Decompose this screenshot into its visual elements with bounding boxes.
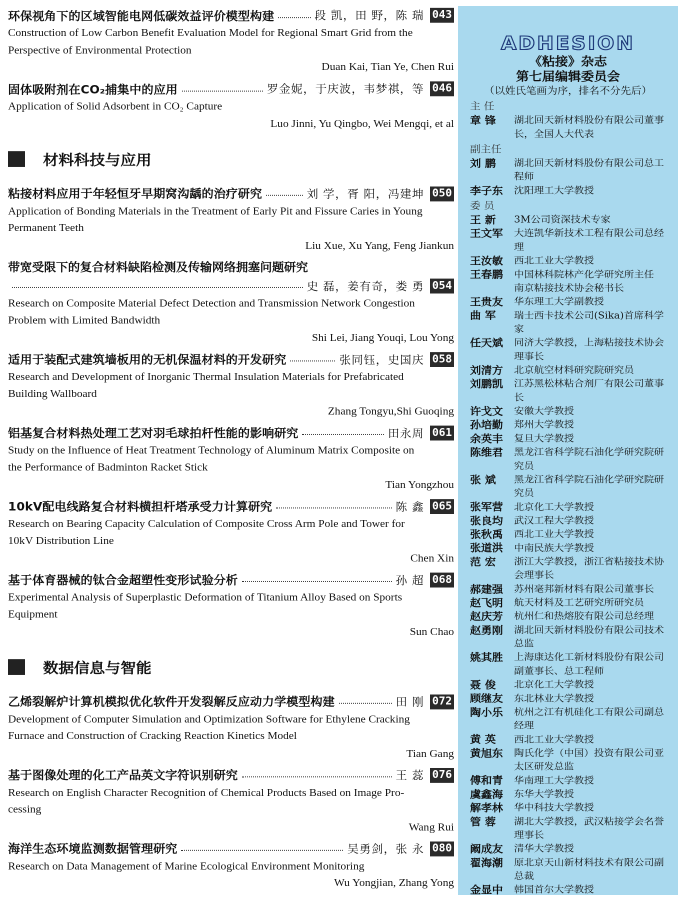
order-note: （以姓氏笔画为序，排名不分先后） — [484, 85, 652, 97]
member-name: 张军营 — [470, 501, 503, 514]
entry-title-row — [8, 839, 454, 858]
member-affiliation: 华中科技大学教授 — [514, 803, 594, 814]
leader-dots — [302, 434, 383, 435]
leader-dots — [181, 850, 343, 851]
board-member — [458, 114, 678, 141]
entry-en-authors: Zhang Tongyu,Shi Guoqing — [327, 405, 454, 417]
member-affiliation: 安徽大学教授 — [514, 406, 574, 417]
entry-cn-title[interactable]: 固体吸附剂在CO₂捕集中的应用 — [8, 82, 178, 96]
member-affiliation: 原北京天山新材料技术有限公司副总裁 — [514, 858, 664, 882]
toc-entry — [8, 80, 454, 133]
entry-en-title: Furnace and Construction of Cracking Reaction Kinetics Model — [8, 730, 297, 742]
member-affiliation: 韩国首尔大学教授 — [514, 885, 594, 895]
member-name: 范 宏 — [470, 556, 496, 569]
toc-entry — [8, 570, 454, 640]
member-name: 赵飞明 — [470, 597, 503, 610]
editorial-board-panel — [458, 6, 678, 895]
entry-en-title: Equipment — [8, 608, 58, 621]
member-affiliation: 沈阳理工大学教授 — [514, 186, 594, 197]
member-name: 翟海潮 — [470, 857, 503, 870]
entry-cn-title[interactable]: 基于图像处理的化工产品英文字符识别研究 — [8, 768, 238, 782]
toc-entry — [8, 839, 454, 892]
board-member — [458, 747, 678, 774]
member-affiliation: 杭州之江有机硅化工有限公司副总经理 — [514, 707, 664, 732]
board-member — [458, 254, 678, 268]
board-member — [458, 268, 678, 295]
entry-title-row — [8, 350, 454, 369]
member-affiliation: 大连凯华新技术工程有限公司总经理 — [514, 228, 664, 253]
member-name: 曲 军 — [470, 310, 496, 322]
member-name: 陶小乐 — [470, 706, 503, 719]
entry-title-row — [8, 184, 454, 203]
entry-cn-authors: 田永周 — [387, 426, 425, 440]
brand-logo: ADHESION — [500, 32, 636, 54]
member-affiliation: 3M公司资深技术专家 — [514, 215, 611, 226]
member-affiliation: 东华大学教授 — [514, 789, 574, 800]
committee-title: 第七届编辑委员会 — [515, 70, 620, 84]
member-name: 余英丰 — [470, 433, 503, 446]
section-heading — [8, 145, 454, 173]
member-name: 王贵友 — [470, 296, 503, 309]
board-member — [458, 596, 678, 610]
page-number-badge[interactable]: 050 — [432, 186, 452, 200]
entry-cn-authors: 田 刚 — [395, 694, 425, 708]
board-member — [458, 157, 678, 184]
page-number-badge[interactable]: 061 — [432, 426, 452, 439]
board-member — [458, 213, 678, 227]
member-name: 王文军 — [470, 228, 503, 240]
entry-en-authors: Wang Rui — [408, 821, 454, 833]
member-affiliation: 西北工业大学教授 — [514, 256, 594, 267]
entry-en-title: cessing — [8, 804, 42, 816]
member-affiliation: 华南理工大学教授 — [514, 776, 594, 787]
toc-entry — [8, 184, 454, 254]
entry-cn-title: 带宽受限下的复合材料缺陷检测及传输网络拥塞问题研究 — [8, 260, 309, 274]
section-marker — [8, 151, 25, 167]
entry-en-title: Experimental Analysis of Superplastic Deformation of Titanium Alloy Based on Sports — [8, 591, 403, 603]
entry-cn-authors: 王 蕊 — [395, 768, 425, 782]
board-member — [458, 678, 678, 692]
entry-en-authors: Liu Xue, Xu Yang, Feng Jiankun — [305, 239, 454, 252]
entry-en-authors: Duan Kai, Tian Ye, Chen Rui — [321, 61, 454, 73]
member-name: 孙培勤 — [470, 419, 503, 432]
table-of-contents — [8, 6, 454, 895]
member-name: 李子东 — [470, 185, 503, 198]
member-name: 章 锋 — [470, 114, 496, 127]
member-name: 刘清方 — [470, 364, 503, 377]
entry-en-authors: Wu Yongjian, Zhang Yong — [333, 877, 454, 889]
member-affiliation: 华东理工大学副教授 — [514, 297, 604, 308]
member-name: 张秋禹 — [470, 528, 503, 541]
entry-title-row — [8, 692, 454, 711]
board-member — [458, 378, 678, 405]
member-affiliation: 瑞士西卡技术公司(Sika)首席科学家 — [514, 311, 664, 335]
section-title: 数据信息与智能 — [43, 659, 152, 677]
page-number-badge[interactable]: 058 — [432, 352, 452, 365]
entry-cn-title[interactable]: 环保视角下的区域智能电网低碳效益评价模型构建 — [8, 9, 275, 23]
entry-cn-authors: 孙 超 — [395, 573, 425, 587]
member-name: 陈维君 — [470, 446, 503, 459]
entry-cn-title[interactable]: 基于体育器械的钛合金超塑性变形试验分析 — [8, 573, 238, 587]
toc-entry — [8, 692, 454, 762]
member-name: 刘鹏凯 — [470, 378, 503, 391]
entry-title-row — [8, 80, 454, 99]
member-name: 管 蓉 — [470, 816, 496, 829]
entry-en-title: Construction of Low Carbon Benefit Evaluation Model for Regional Smart Grid from the — [8, 27, 413, 39]
entry-cn-authors: 段 凯，田 野，陈 瑞 — [314, 8, 425, 22]
leader-dots — [276, 507, 391, 508]
board-member — [458, 432, 678, 446]
member-affiliation: 湖北回天新材料股份有限公司技术总监 — [514, 625, 664, 650]
entry-en-title: Building Wallboard — [8, 388, 97, 400]
member-affiliation: 西北工业大学教授 — [514, 529, 594, 540]
member-affiliation: 黑龙江省科学院石油化学研究院研究员 — [514, 447, 664, 472]
member-affiliation: 杭州仁和热熔胶有限公司总经理 — [514, 611, 654, 622]
entry-cn-authors: 张同钰，史国庆 — [339, 352, 425, 366]
magazine-name: 《粘接》杂志 — [528, 55, 607, 70]
member-affiliation: 北京航空材料研究院研究员 — [514, 365, 634, 376]
leader-dots — [242, 776, 392, 777]
board-member — [458, 405, 678, 419]
board-member — [458, 528, 678, 542]
board-member — [458, 501, 678, 515]
entry-cn-authors: 罗金妮，于庆波，韦梦祺，等 — [266, 82, 425, 96]
entry-cn-title[interactable]: 适用于装配式建筑墙板用的无机保温材料的开发研究 — [8, 353, 287, 367]
board-member — [458, 692, 678, 706]
toc-entry — [8, 6, 454, 76]
board-scale-wrapper — [458, 32, 678, 895]
member-affiliation: 复旦大学教授 — [514, 434, 574, 445]
page-number-badge[interactable]: 076 — [432, 768, 452, 781]
member-affiliation: 江苏黑松林粘合剂厂有限公司董事长 — [514, 379, 664, 404]
entry-en-title: Research on Bearing Capacity Calculation of Composite Cross Arm Pole and Tower for — [8, 518, 405, 530]
board-member — [458, 884, 678, 895]
member-affiliation: 中国林科院林产化学研究所主任 南京粘接技术协会秘书长 — [514, 269, 654, 294]
member-name: 张道洪 — [470, 542, 503, 555]
board-member — [458, 542, 678, 556]
leader-dots — [266, 195, 303, 196]
member-name: 张 斌 — [470, 474, 496, 487]
board-member — [458, 296, 678, 310]
member-name: 王 新 — [470, 214, 496, 227]
page-number-badge[interactable]: 046 — [432, 82, 452, 95]
entry-title-row — [8, 423, 454, 442]
role-vice: 副主任 — [470, 144, 502, 156]
member-name: 张良均 — [470, 515, 503, 528]
page-number-badge[interactable]: 080 — [432, 841, 452, 855]
member-affiliation: 武汉工程大学教授 — [514, 516, 594, 527]
entry-cn-title[interactable]: 10kV配电线路复合材料横担杆塔承受力计算研究 — [8, 500, 273, 514]
member-name: 黄旭东 — [470, 747, 503, 760]
entry-cn-title[interactable]: 乙烯裂解炉计算机模拟优化软件开发裂解反应动力学模型构建 — [8, 695, 335, 709]
entry-title-row — [8, 6, 454, 25]
leader-dots — [339, 703, 392, 704]
member-name: 王春鹏 — [470, 269, 503, 281]
role-members: 委 员 — [470, 200, 495, 212]
board-member — [458, 774, 678, 788]
page-number-badge[interactable]: 043 — [432, 8, 452, 21]
entry-en-title: Development of Computer Simulation and Optimization Software for Ethylene Cracking — [8, 713, 410, 725]
member-name: 阚成友 — [470, 843, 503, 856]
member-name: 姚其胜 — [470, 652, 503, 664]
member-name: 聂 俊 — [470, 679, 496, 692]
member-affiliation: 北京化工大学教授 — [514, 680, 594, 691]
entry-en-title: Research on Composite Material Defect Detection and Transmission Network Congestion — [8, 297, 415, 309]
member-affiliation: 中南民族大学教授 — [514, 543, 594, 554]
entry-en-authors: Shi Lei, Jiang Youqi, Lou Yong — [311, 332, 454, 344]
entry-en-authors: Tian Yongzhou — [385, 479, 454, 491]
section-marker — [8, 659, 25, 675]
entry-title-row — [8, 766, 454, 785]
member-affiliation: 湖北大学教授，武汉粘接学会名誉理事长 — [514, 817, 664, 841]
member-affiliation: 陶氏化学（中国）投资有限公司亚太区研发总监 — [514, 748, 664, 773]
member-affiliation: 黑龙江省科学院石油化学研究院研究员 — [514, 475, 664, 499]
leader-dots — [182, 90, 263, 91]
member-name: 郝建强 — [470, 583, 503, 596]
board-list — [458, 99, 678, 895]
section-title: 材料科技与应用 — [43, 151, 152, 169]
board-member — [458, 583, 678, 597]
member-name: 任天斌 — [470, 337, 503, 350]
toc-entry — [8, 766, 454, 836]
entry-en-authors: Chen Xin — [410, 552, 454, 564]
member-name: 许戈文 — [470, 405, 503, 418]
entry-en-title: 10kV Distribution Line — [8, 535, 114, 547]
board-member — [458, 651, 678, 678]
toc-entry — [8, 350, 454, 420]
board-member — [458, 473, 678, 500]
leader-dots — [242, 581, 392, 582]
leader-dots — [278, 17, 310, 18]
member-affiliation: 苏州毫邦新材料有限公司董事长 — [514, 584, 654, 595]
member-affiliation: 湖北回天新材料股份有限公司董事长，全国人大代表 — [514, 115, 664, 140]
entry-title-row — [8, 497, 454, 516]
member-name: 黄 英 — [470, 734, 496, 746]
board-member — [458, 364, 678, 378]
page-number-badge[interactable]: 068 — [432, 573, 452, 586]
board-member — [458, 610, 678, 624]
board-member — [458, 815, 678, 842]
entry-cn-authors: 陈 鑫 — [395, 499, 425, 513]
member-affiliation: 同济大学教授，上海粘接技术协会理事长 — [514, 338, 664, 363]
member-name: 虞鑫海 — [470, 788, 503, 801]
entry-cn-authors: 刘 学，胥 阳，冯建坤 — [306, 186, 425, 200]
board-member — [458, 856, 678, 883]
entry-en-title: Study on the Influence of Heat Treatment Technology of Aluminum Matrix Composite on — [8, 444, 415, 456]
entry-en-title: Problem with Limited Bandwidth — [8, 314, 161, 327]
member-affiliation: 北京化工大学教授 — [514, 502, 594, 513]
page-number-badge[interactable]: 054 — [432, 279, 452, 292]
entry-en-authors: Sun Chao — [409, 626, 454, 638]
member-affiliation: 东北林业大学教授 — [514, 693, 594, 704]
toc-entry — [8, 497, 454, 567]
member-name: 赵庆芳 — [470, 610, 503, 623]
section-heading — [8, 653, 454, 681]
member-name: 金显中 — [470, 884, 503, 895]
entry-en-title: Research and Development of Inorganic Thermal Insulation Materials for Prefabricated — [8, 371, 404, 383]
entry-en-title: Research on Data Management of Marine Ecological Environment Monitoring — [8, 860, 365, 872]
entry-cn-title[interactable]: 粘接材料应用于年轻恒牙早期窝沟龋的治疗研究 — [8, 187, 263, 201]
entry-cn-title[interactable]: 铝基复合材料热处理工艺对羽毛球拍杆性能的影响研究 — [8, 426, 299, 440]
entry-en-authors: Luo Jinni, Yu Qingbo, Wei Mengqi, et al — [270, 118, 454, 130]
board-member — [458, 337, 678, 364]
member-name: 顾继友 — [470, 693, 503, 705]
board-member — [458, 184, 678, 198]
entry-en-authors: Tian Gang — [406, 747, 454, 760]
page-number-badge[interactable]: 072 — [432, 694, 452, 708]
board-member — [458, 555, 678, 582]
board-member — [458, 788, 678, 802]
board-member — [458, 624, 678, 651]
toc-entry — [8, 423, 454, 493]
member-name: 王汝敏 — [470, 255, 503, 268]
member-affiliation: 航天材料及工艺研究所研究员 — [514, 598, 644, 609]
entry-en-title: Application of Bonding Materials in the Treatment of Early Pit and Fissure Caries in Young — [8, 205, 423, 217]
entry-en-title: the Performance of Badminton Racket Stick — [8, 461, 208, 474]
member-affiliation: 西北工业大学教授 — [514, 734, 594, 746]
member-affiliation: 湖北回天新材料股份有限公司总工程师 — [514, 158, 664, 183]
role-chief: 主 任 — [470, 101, 495, 113]
member-name: 赵勇刚 — [470, 624, 503, 637]
entry-cn-authors: 吴勇剑，张 永 — [347, 841, 425, 855]
board-member — [458, 802, 678, 816]
entry-en-title: Application of Solid Adsorbent in CO₂ Capture — [8, 100, 223, 113]
entry-en-title: Permanent Teeth — [8, 222, 84, 234]
page-number-badge[interactable]: 065 — [432, 499, 452, 512]
toc-entry — [8, 258, 454, 346]
entry-title-row — [8, 276, 454, 295]
board-member — [458, 309, 678, 336]
member-name: 傅和青 — [470, 775, 503, 787]
leader-dots — [12, 287, 303, 288]
board-member — [458, 706, 678, 733]
member-name: 解孝林 — [470, 802, 503, 815]
member-affiliation: 浙江大学教授，浙江省粘接技术协会理事长 — [514, 557, 664, 581]
entry-en-title: Perspective of Environmental Protection — [8, 44, 192, 56]
board-member — [458, 733, 678, 747]
entry-en-title: Research on English Character Recognition of Chemical Products Based on Image Pro- — [8, 787, 405, 799]
board-member — [458, 227, 678, 254]
entry-cn-authors: 史 磊，姜有奇，娄 勇 — [306, 279, 425, 293]
leader-dots — [290, 360, 335, 361]
member-affiliation: 清华大学教授 — [514, 844, 574, 855]
entry-title-row — [8, 570, 454, 589]
entry-cn-title[interactable]: 海洋生态环境监测数据管理研究 — [8, 842, 178, 856]
member-affiliation: 上海康达化工新材料股份有限公司副董事长、总工程师 — [514, 652, 664, 677]
member-name: 刘 鹏 — [470, 157, 496, 170]
board-member — [458, 419, 678, 433]
member-affiliation: 郑州大学教授 — [514, 420, 574, 431]
board-member — [458, 514, 678, 528]
board-member — [458, 446, 678, 473]
board-member — [458, 843, 678, 857]
